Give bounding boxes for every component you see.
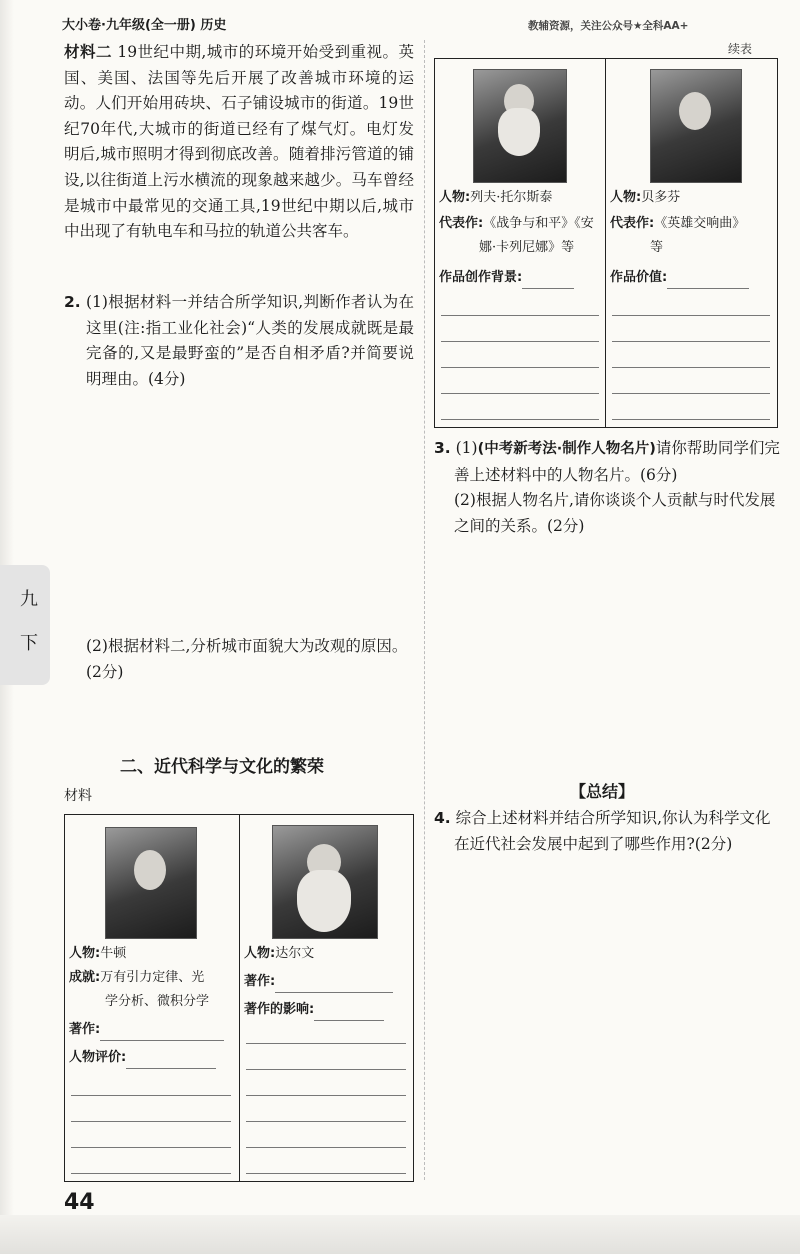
page-number: 44 (64, 1190, 95, 1215)
material-two (64, 40, 414, 245)
tolstoy-card: 人物:列夫·托尔斯泰 代表作:《战争与和平》《安 娜·卡列尼娜》等 作品创作背景: (435, 59, 605, 427)
question-2-number: 2. (64, 293, 81, 311)
darwin-portrait (272, 825, 378, 939)
tolstoy-portrait (473, 69, 567, 183)
material-label: 材料 (64, 788, 92, 804)
page-bottom-shadow (0, 1215, 800, 1254)
newton-card: 人物:牛顿 成就:万有引力定律、光 学分析、微积分学 著作: 人物评价: (65, 815, 239, 1181)
beethoven-name: 贝多芬 (641, 190, 681, 205)
question-3-part1: 请你帮助同学们完善上述材料中的人物名片。(6分) (454, 439, 780, 484)
continued-label: 续表 (728, 42, 753, 56)
question-3-tag: (中考新考法·制作人物名片) (477, 441, 656, 457)
book-header: 大小卷·九年级(全一册) 历史 (62, 18, 227, 33)
tolstoy-name: 列夫·托尔斯泰 (470, 190, 553, 205)
question-2-part2: (2)根据材料二,分析城市面貌大为改观的原因。(2分) (86, 637, 408, 681)
summary-title: 【总结】 (570, 782, 635, 801)
literature-music-card-box (434, 58, 778, 428)
side-tab-char-1: 九 (20, 589, 38, 610)
material-two-text: 19世纪中期,城市的环境开始受到重视。英国、美国、法国等先后开展了改善城市环境的运动。人们开始用砖块、石子铺设城市的街道。19世纪70年代,大城市的街道已经有了煤气灯。电灯发明后,城市照明才得到彻底改善。随着排污管道的铺设,以往街道上污水横流的现象越来越少。马车曾经是城市中最常见的交通工具,19世纪中期以后,城市中出现了有轨电车和马拉的轨道公共客车。 (64, 43, 414, 241)
darwin-name: 达尔文 (275, 946, 315, 961)
darwin-card: 人物:达尔文 著作: 著作的影响: (239, 815, 412, 1181)
beethoven-portrait (650, 69, 742, 183)
column-divider (424, 40, 425, 1180)
science-card-box (64, 814, 414, 1182)
question-2-part2-block (86, 634, 416, 685)
side-tab-char-2: 下 (20, 633, 38, 654)
question-4 (434, 806, 780, 857)
question-3-part2: (2)根据人物名片,请你谈谈个人贡献与时代发展之间的关系。(2分) (454, 491, 776, 535)
question-3: 3. (1)(中考新考法·制作人物名片)请你帮助同学们完善上述材料中的人物名片。(6分) (2)根据人物名片,请你谈谈个人贡献与时代发展之间的关系。(2分) (434, 436, 780, 539)
watermark-header: 教辅资源，关注公众号★全科AA+ (528, 20, 689, 32)
question-2 (64, 290, 414, 392)
newton-portrait (105, 827, 197, 939)
grade-side-tab (0, 565, 50, 685)
question-3-number: 3. (434, 439, 451, 457)
question-4-number: 4. (434, 809, 451, 827)
material-two-label: 材料二 (64, 43, 112, 61)
newton-name: 牛顿 (100, 946, 127, 961)
question-2-part1: (1)根据材料一并结合所学知识,判断作者认为在这里(注:指工业化社会)“人类的发展成就既是最完备的,又是最野蛮的”是否自相矛盾?并简要说明理由。(4分) (85, 293, 414, 388)
section-title: 二、近代科学与文化的繁荣 (120, 757, 324, 777)
beethoven-card: 人物:贝多芬 代表作:《英雄交响曲》 等 作品价值: (605, 59, 776, 427)
question-4-text: 综合上述材料并结合所学知识,你认为科学文化在近代社会发展中起到了哪些作用?(2分) (454, 809, 771, 853)
